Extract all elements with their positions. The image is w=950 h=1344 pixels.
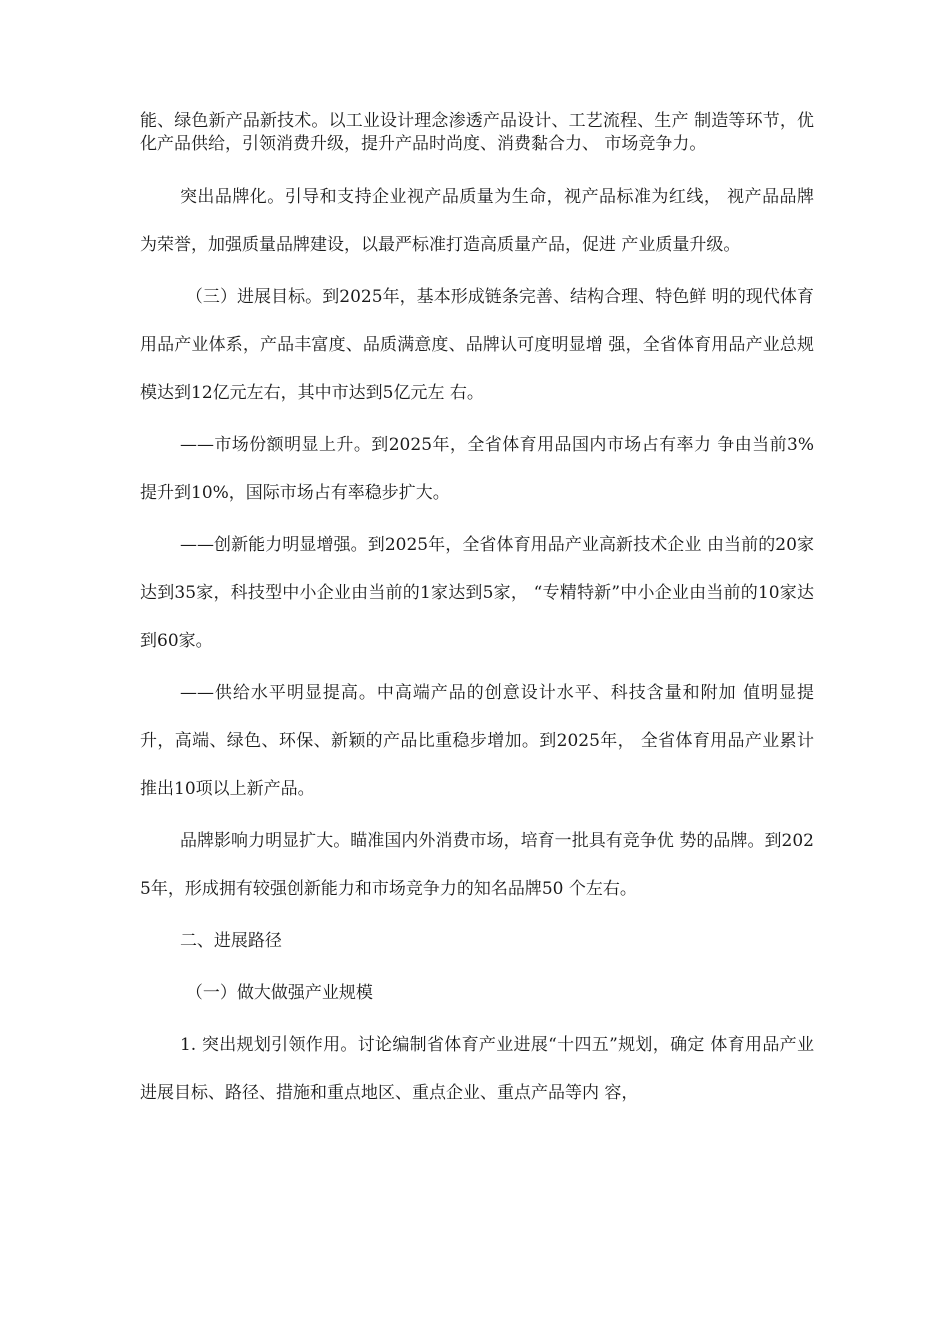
paragraph-branding: 突出品牌化。引导和支持企业视产品质量为生命，视产品标准为红线， 视产品品牌为荣誉，加强质量品牌建设，以最严标准打造高质量产品，促进 产业质量升级。: [140, 187, 814, 255]
paragraph-market-share: ——市场份额明显上升。到2025年，全省体育用品国内市场占有率力 争由当前3%提升到10%，国际市场占有率稳步扩大。: [140, 435, 814, 503]
paragraph-brand-influence: 品牌影响力明显扩大。瞄准国内外消费市场，培育一批具有竞争优 势的品牌。到2025年，形成拥有较强创新能力和市场竞争力的知名品牌50 个左右。: [140, 831, 814, 899]
document-page: [140, 110, 814, 1117]
paragraph-supply-level: ——供给水平明显提高。中高端产品的创意设计水平、科技含量和附加 值明显提升，高端、绿色、环保、新颖的产品比重稳步增加。到2025年， 全省体育用品产业累计推出10项以上新产品。: [140, 683, 814, 799]
paragraph-planning: 1. 突出规划引领作用。讨论编制省体育产业进展“十四五”规划，确定 体育用品产业进展目标、路径、措施和重点地区、重点企业、重点产品等内 容，: [140, 1035, 814, 1103]
paragraph-development-goals: （三）进展目标。到2025年，基本形成链条完善、结构合理、特色鲜 明的现代体育用品产业体系，产品丰富度、品质满意度、品牌认可度明显增 强，全省体育用品产业总规模达到12亿元左右，其中市达到5亿元左 右。: [140, 287, 814, 403]
section-heading-development-path: 二、进展路径: [179, 931, 282, 951]
paragraph-green-products: 能、绿色新产品新技术。以工业设计理念渗透产品设计、工艺流程、生产 制造等环节，优化产品供给，引领消费升级，提升产品时尚度、消费黏合力、 市场竞争力。: [140, 111, 814, 154]
subsection-heading-scale: （一）做大做强产业规模: [185, 983, 373, 1003]
paragraph-innovation: ——创新能力明显增强。到2025年，全省体育用品产业高新技术企业 由当前的20家达到35家，科技型中小企业由当前的1家达到5家， “专精特新”中小企业由当前的10家达到60家。: [140, 535, 814, 651]
